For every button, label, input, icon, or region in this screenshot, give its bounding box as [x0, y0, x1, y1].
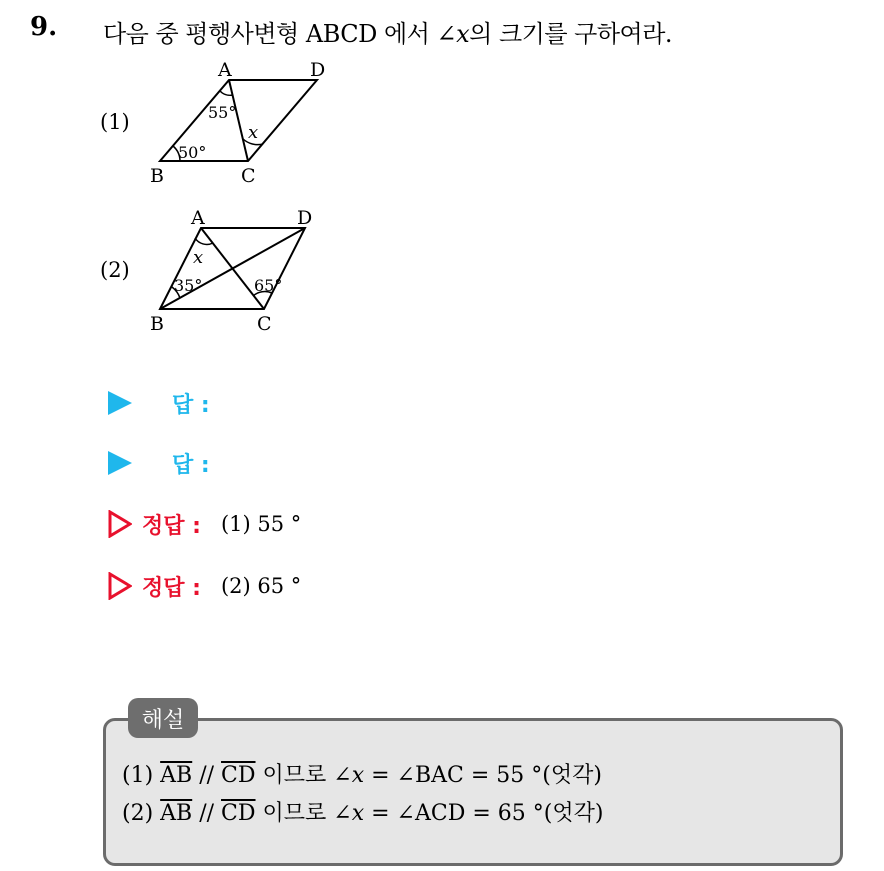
question-number: 9. [30, 12, 58, 42]
solution-row-2 [108, 570, 301, 602]
explanation-line-2: (2) $\overline{AB} // \overline{CD}$ 이므로 ∠x = ∠ACD = 65 °(엇각) [122, 801, 604, 826]
answer-row-2 [108, 447, 210, 479]
figure-1-label: (1) [100, 110, 130, 134]
angle-x-label: x [248, 122, 259, 143]
vertex-d: D [310, 59, 326, 81]
solution-value: (1) 55 ° [220, 512, 302, 536]
vertex-a: A [191, 207, 205, 229]
vertex-c: C [241, 165, 256, 187]
explanation-line-1: (1) $\overline{AB} // \overline{CD}$ 이므로 ∠x = ∠BAC = 55 °(엇각) [122, 763, 602, 788]
vertex-b: B [150, 313, 164, 335]
vertex-a: A [218, 59, 232, 81]
figure-1-parallelogram [140, 55, 340, 190]
explanation-tag: 해설 [128, 698, 198, 738]
figure-2-label: (2) [100, 258, 130, 282]
vertex-c: C [257, 313, 272, 335]
angle-x-label: x [193, 247, 204, 268]
outline-triangle-icon [108, 572, 132, 600]
solution-label: 정답 : [142, 575, 201, 601]
question-text: 다음 중 평행사변형 ABCD 에서 ∠x의 크기를 구하여라. [103, 20, 673, 48]
play-triangle-icon [108, 451, 132, 475]
angle-abd-label: 35° [174, 276, 203, 295]
answer-label: 답 : [172, 452, 210, 478]
play-triangle-icon [108, 391, 132, 415]
outline-triangle-icon [108, 510, 132, 538]
solution-value: (2) 65 ° [220, 574, 302, 598]
figure-2-parallelogram [140, 205, 340, 340]
solution-label: 정답 : [142, 513, 201, 539]
answer-label: 답 : [172, 392, 210, 418]
angle-acb-label: 65° [254, 276, 283, 295]
answer-row-1 [108, 387, 210, 419]
angle-abc-label: 50° [178, 143, 207, 162]
angle-bac-label: 55° [208, 103, 237, 122]
vertex-d: D [297, 207, 313, 229]
explanation-box [103, 718, 843, 866]
solution-row-1 [108, 508, 301, 540]
vertex-b: B [150, 165, 164, 187]
